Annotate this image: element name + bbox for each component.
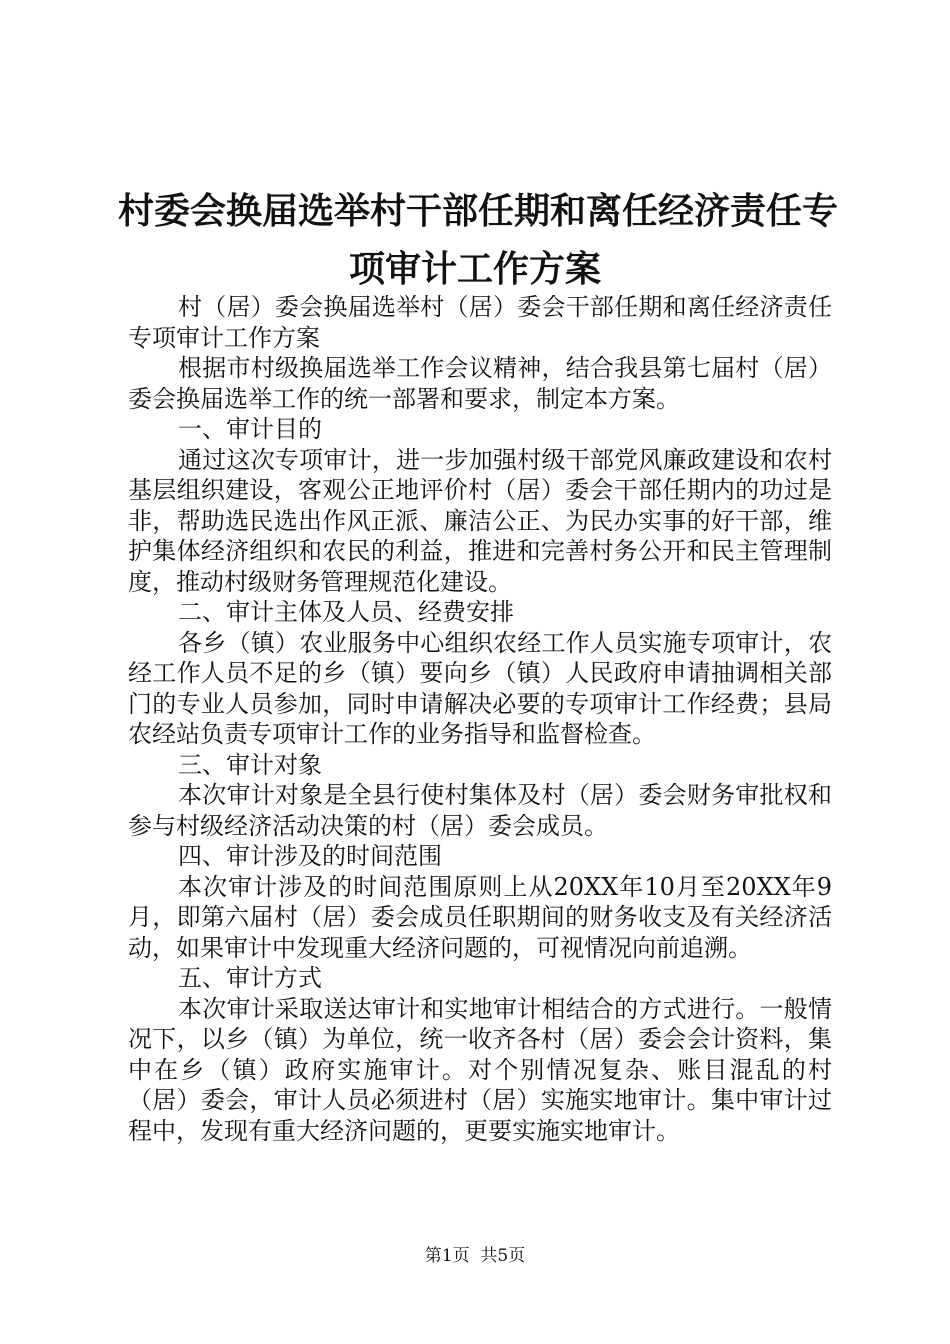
section-paragraph-target: 本次审计对象是全县行使村集体及村（居）委会财务审批权和参与村级经济活动决策的村（居）委会成员。 [128, 781, 832, 840]
intro-paragraph: 根据市村级换届选举工作会议精神，结合我县第七届村（居）委会换届选举工作的统一部署和要求，制定本方案。 [128, 354, 832, 413]
section-heading-subject: 二、审计主体及人员、经费安排 [178, 598, 514, 626]
section-paragraph-purpose: 通过这次专项审计，进一步加强村级干部党风廉政建设和农村基层组织建设，客观公正地评价村（居）委会干部任期内的功过是非，帮助选民选出作风正派、廉洁公正、为民办实事的好干部，维护集体经济组织和农民的利益，推进和完善村务公开和民主管理制度，推动村级财务管理规范化建设。 [128, 445, 832, 596]
document-title-line-2: 项审计工作方案 [348, 249, 601, 290]
document-title-line-1: 村委会换届选举村干部任期和离任经济责任专 [118, 191, 839, 232]
section-heading-purpose: 一、审计目的 [178, 415, 322, 443]
page-footer [0, 1244, 950, 1268]
section-heading-time-range: 四、审计涉及的时间范围 [178, 842, 442, 870]
section-paragraph-time-range: 本次审计涉及的时间范围原则上从20XX年10月至20XX年9月，即第六届村（居）委会成员任职期间的财务收支及有关经济活动，如果审计中发现重大经济问题的，可视情况向前追溯。 [128, 872, 832, 962]
section-heading-target: 三、审计对象 [178, 750, 322, 779]
section-heading-method: 五、审计方式 [178, 964, 322, 992]
document-body [128, 292, 832, 1146]
subtitle-paragraph: 村（居）委会换届选举村（居）委会干部任期和离任经济责任专项审计工作方案 [128, 293, 832, 352]
page-number: 第1页 共5页 [424, 1246, 526, 1266]
section-paragraph-method: 本次审计采取送达审计和实地审计相结合的方式进行。一般情况下，以乡（镇）为单位，统一收齐各村（居）委会会计资料，集中在乡（镇）政府实施审计。对个别情况复杂、账目混乱的村（居）委会，审计人员必须进村（居）实施实地审计。集中审计过程中，发现有重大经济问题的，更要实施实地审计。 [128, 994, 832, 1145]
section-paragraph-subject: 各乡（镇）农业服务中心组织农经工作人员实施专项审计，农经工作人员不足的乡（镇）要向乡（镇）人民政府申请抽调相关部门的专业人员参加，同时申请解决必要的专项审计工作经费；县局农经站负责专项审计工作的业务指导和监督检查。 [128, 628, 832, 748]
